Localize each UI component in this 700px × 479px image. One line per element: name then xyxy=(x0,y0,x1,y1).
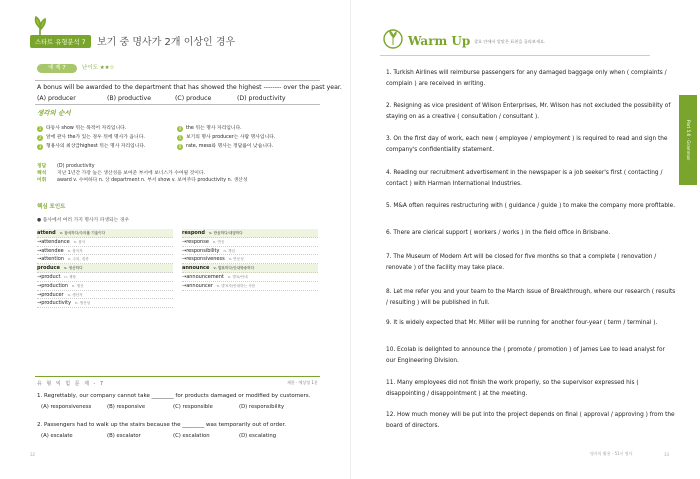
page-number: 32 xyxy=(30,452,36,457)
tip-item: 6 rate, mess와 명사는 정답률이 낮습니다. xyxy=(178,143,274,149)
word-row xyxy=(37,273,173,282)
divider xyxy=(380,55,650,56)
warmup-subtitle: 괄호 안에서 알맞은 표현을 골라보세요. xyxy=(474,39,546,44)
word-meaning: n. 반응성 xyxy=(228,257,244,262)
warmup-question: 2. Resigning as vice president of Wilson Enterprises, Mr. Wilson has not excluded the possibility of staying on as a creative ( consultation / consultant ). xyxy=(386,103,671,120)
word: →announcer xyxy=(182,282,213,289)
example-options xyxy=(37,95,317,102)
word: attend xyxy=(37,230,56,236)
word-meaning: n. 생산성 xyxy=(75,301,91,306)
word-meaning: v. 생산하다 xyxy=(63,266,83,271)
word-row xyxy=(37,247,173,256)
tip-item: 3 형용사의 최상급highest 뒤는 명사 자리입니다. xyxy=(38,143,146,149)
word: →response xyxy=(182,238,209,245)
divider xyxy=(35,104,320,105)
warmup-question: 7. The Museum of Modern Art will be closed for five months so that a complete ( renovation / renovate ) of the facility may take place. xyxy=(386,254,657,271)
difficulty: 난이도 ★★☆ xyxy=(82,65,115,71)
divider xyxy=(35,376,320,377)
word-meaning: n. 책임 xyxy=(223,248,235,253)
word: →productivity xyxy=(37,300,72,307)
word-meaning: n. 생산 xyxy=(72,283,84,288)
word-row xyxy=(182,247,318,256)
word-column-left xyxy=(37,229,173,308)
tip-item: 5 보기의 명사 producer는 사람 명사입니다. xyxy=(178,134,276,140)
word: →product xyxy=(37,273,61,280)
word-row xyxy=(37,291,173,300)
word: →responsiveness xyxy=(182,256,225,263)
word-meaning: n. 참석 xyxy=(73,239,86,244)
point-title: 핵심 포인트 xyxy=(37,204,66,210)
think-title: 생각의 순서 xyxy=(37,109,71,117)
warmup-title: Warm Up xyxy=(408,34,471,48)
test-question: 1. Regrettably, our company cannot take ________ for products damaged or modified by customers. xyxy=(37,393,311,399)
option: (D) productivity xyxy=(237,95,286,102)
word-meaning: n. 반응 xyxy=(212,239,225,244)
page-number: 33 xyxy=(664,452,670,457)
warmup-question: 6. There are clerical support ( workers / works ) in the field office in Brisbane. xyxy=(386,230,611,236)
word: →attention xyxy=(37,256,64,263)
warmup-question: 12. How much money will be put into the project depends on final ( approval / approving ) from the board of directors. xyxy=(386,412,675,429)
test-options: (A) escalate (B) escalator (C) escalation (D) escalating xyxy=(41,433,277,439)
example-label: 예 제 7 xyxy=(37,64,77,73)
word-column-right xyxy=(182,229,318,291)
word-meaning: n. 참석자 xyxy=(67,248,83,253)
word: →responsibility xyxy=(182,247,220,254)
word: →producer xyxy=(37,291,64,298)
word: →attendee xyxy=(37,247,64,254)
word-meaning: v. 참석하다/주의를 기울이다 xyxy=(59,231,106,235)
tip-item: 2 앞에 관사 the가 있는 경우 뒤에 명사가 옵니다. xyxy=(38,134,145,140)
word: →production xyxy=(37,282,69,289)
word-meaning: n. 제품 xyxy=(64,274,76,279)
warmup-icon xyxy=(382,28,404,50)
word-row xyxy=(37,282,173,291)
divider xyxy=(35,80,320,81)
test-question: 2. Passengers had to walk up the stairs because the ________ was temporarily out of order. xyxy=(37,422,286,428)
word-row xyxy=(37,264,173,273)
word-row xyxy=(182,273,318,282)
word: →attendance xyxy=(37,238,70,245)
warmup-question: 8. Let me refer you and your team to the March issue of Breakthrough, where our research ( results / resulting ) will be published in full. xyxy=(386,289,676,306)
example-question: A bonus will be awarded to the department that has showed the highest -------- over the past year. xyxy=(37,84,342,91)
word-row xyxy=(182,282,318,291)
option: (B) productive xyxy=(107,95,152,102)
word-meaning: n. 발표자/안내하는 사람 xyxy=(216,283,256,288)
warmup-question: 9. It is widely expected that Mr. Miller will be running for another four-year ( term / terminal ). xyxy=(386,320,658,326)
warmup-question: 5. M&A often requires restructuring with ( guidance / guide ) to make the company more profitable. xyxy=(386,203,676,209)
word-meaning: n. 주의, 집중 xyxy=(68,257,89,262)
test-title: 유 형 익 힘 문 제 - 7 xyxy=(37,381,105,387)
warmup-question: 11. Many employees did not finish the work properly, so the supervisor expressed his ( disappointing / disappointment ) at the meeting. xyxy=(386,380,639,397)
word: produce xyxy=(37,265,60,272)
word-row xyxy=(37,229,173,238)
word-row xyxy=(37,299,173,308)
word-row xyxy=(182,229,318,238)
word-row xyxy=(182,264,318,273)
word: announce xyxy=(182,265,210,272)
word-meaning: n. 발표/안내 xyxy=(227,274,248,279)
word-meaning: n. 생산자 xyxy=(67,292,83,297)
test-time: 제한 · 예상정 1분 xyxy=(287,380,318,385)
word-row xyxy=(182,255,318,264)
word-row xyxy=(37,255,173,264)
section-tag: 스타트 유형분석 7 xyxy=(30,35,91,48)
answer-block: 정답 (D) productivity 해석 지난 1년간 가장 높은 생산성을 보여준 부서에 보너스가 수여될 것이다. 어휘 award v. 수여하다 n. 상 department n. 부서 show v. 보여주다 productivity n. 생산성 xyxy=(37,164,248,183)
word-meaning: v. 발표하다/안내방송하다 xyxy=(213,266,255,271)
warmup-question: 3. On the first day of work, each new ( employee / employment ) is required to read and sign the company's confidentiality statement. xyxy=(386,136,668,153)
word-meaning: v. 반응하다/대답하다 xyxy=(209,231,243,235)
test-options: (A) responsiveness (B) responsive (C) responsible (D) responsibility xyxy=(41,404,285,410)
word-row xyxy=(182,238,318,247)
word: →announcement xyxy=(182,273,224,280)
point-subtitle: ● 품사에서 여러 가지 명사가 파생되는 경우 xyxy=(37,218,130,223)
option: (C) produce xyxy=(175,95,212,102)
warmup-question: 1. Turkish Airlines will reimburse passengers for any damaged baggage only when ( complaints / complain ) are received in writing. xyxy=(386,70,667,87)
word-row xyxy=(37,238,173,247)
page-footer: 명사의 활용 - 51시 명사 xyxy=(590,451,633,456)
word: respond xyxy=(182,230,205,236)
side-tab: Part 5.6 · Grammar xyxy=(679,95,697,185)
warmup-question: 10. Ecolab is delighted to announce the ( promote / promotion ) of James Lee to lead analyst for our Engineering Division. xyxy=(386,347,665,364)
page-title: 보기 중 명사가 2개 이상인 경우 xyxy=(97,37,236,48)
warmup-question: 4. Reading our recruitment advertisement in the newspaper is a job seeker's first ( contacting / contact ) with Harman International Industries. xyxy=(386,170,663,187)
tip-item: 1 타동사 show 뒤는 목적어 자리입니다. xyxy=(38,125,127,131)
option: (A) producer xyxy=(37,95,76,102)
tip-item: 4 the 뒤는 명사 자리입니다. xyxy=(178,125,242,131)
